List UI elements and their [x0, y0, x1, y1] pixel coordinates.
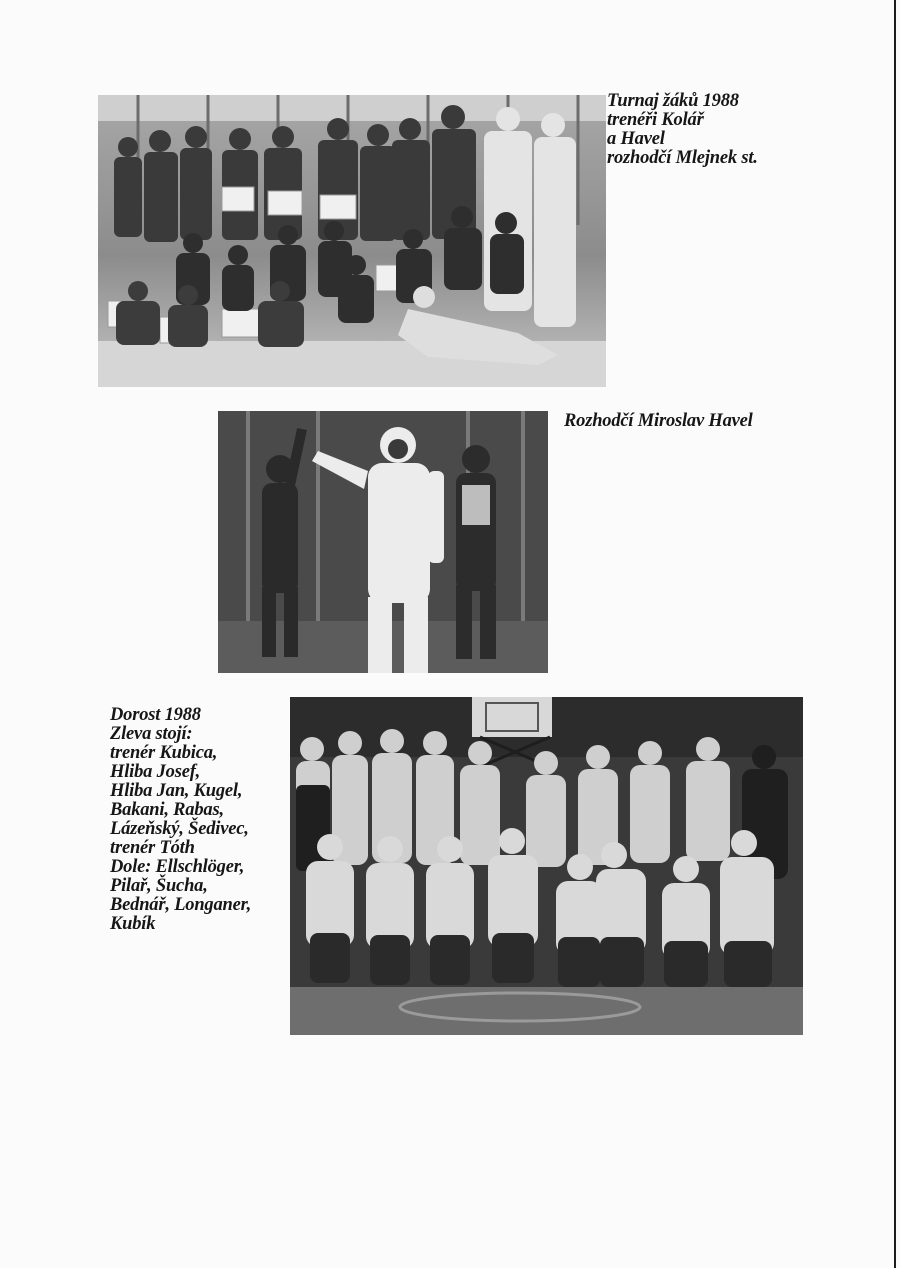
caption-line: Hliba Josef,: [110, 762, 201, 782]
caption-line: Zleva stojí:: [110, 724, 193, 744]
caption-line: Bakani, Rabas,: [110, 800, 224, 820]
caption-line: Rozhodčí Miroslav Havel: [564, 411, 753, 431]
rozhodci-havel-photo: [218, 411, 548, 673]
caption-line: Kubík: [110, 914, 156, 934]
caption-line: trenér Kubica,: [110, 743, 218, 763]
caption-line: Lázeňský, Šedivec,: [110, 819, 249, 839]
caption-line: trenéři Kolář: [607, 110, 704, 130]
caption-line: a Havel: [607, 129, 665, 149]
caption-line: Hliba Jan, Kugel,: [110, 781, 243, 801]
caption-line: Dole: Ellschlöger,: [110, 857, 245, 877]
dorost-1988-team-photo: [290, 697, 803, 1035]
page-edge-line: [894, 0, 896, 1268]
caption-line: Bednář, Longaner,: [110, 895, 252, 915]
turnaj-zaku-1988-caption: [607, 92, 758, 168]
caption-line: trenér Tóth: [110, 838, 195, 858]
dorost-1988-caption: [110, 706, 251, 934]
caption-line: Pilař, Šucha,: [110, 876, 208, 896]
caption-line: rozhodčí Mlejnek st.: [607, 148, 758, 168]
rozhodci-havel-caption: [564, 412, 753, 431]
caption-line: Turnaj žáků 1988: [607, 91, 739, 111]
caption-line: Dorost 1988: [110, 705, 201, 725]
turnaj-zaku-1988-group-photo: [98, 95, 606, 387]
